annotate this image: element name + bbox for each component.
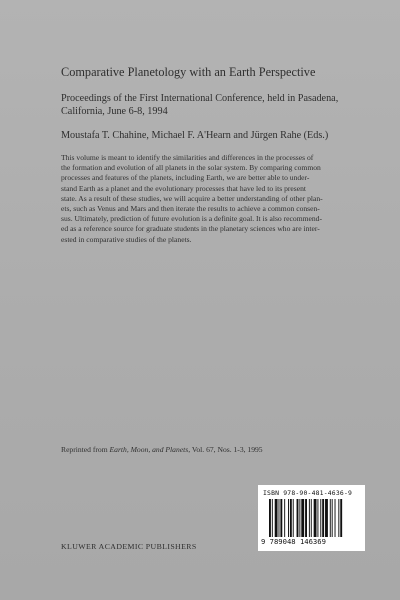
blurb-line: stand Earth as a planet and the evolutionary processes that have led to its present <box>61 183 307 193</box>
journal-name: Earth, Moon, and Planets <box>109 445 189 454</box>
blurb-line: processes and features of the planets, including Earth, we are better able to under- <box>61 173 310 183</box>
subtitle-line: California, June 6-8, 1994 <box>61 106 168 117</box>
barcode-icon <box>269 499 361 537</box>
reprint-suffix: , Vol. 67, Nos. 1-3, 1995 <box>188 445 263 454</box>
barcode-digits: 9 789048 146369 <box>261 537 326 546</box>
publisher-name: KLUWER ACADEMIC PUBLISHERS <box>61 542 197 551</box>
blurb-line: state. As a result of these studies, we will acquire a better understanding of other plan- <box>61 193 323 203</box>
blurb-line: the formation and evolution of all planets in the solar system. By comparing common <box>61 163 321 173</box>
reprint-notice <box>61 445 361 455</box>
blurb-line: ed as a reference source for graduate students in the planetary sciences who are inter- <box>61 224 320 234</box>
isbn-barcode-label <box>258 485 365 551</box>
reprint-prefix: Reprinted from <box>61 445 110 454</box>
editors-line: Moustafa T. Chahine, Michael F. A'Hearn and Jürgen Rahe (Eds.) <box>61 130 329 141</box>
subtitle-line: Proceedings of the First International Conference, held in Pasadena, <box>61 93 339 104</box>
blurb-line: This volume is meant to identify the similarities and differences in the processes of <box>61 153 314 162</box>
blurb-line: ested in comparative studies of the planets. <box>61 234 192 244</box>
blurb-line: ets, such as Venus and Mars and then iterate the results to achieve a common consen- <box>61 204 320 214</box>
book-title: Comparative Planetology with an Earth Perspective <box>61 65 316 79</box>
isbn-number: ISBN 978-90-481-4636-9 <box>263 489 353 497</box>
blurb-line: sus. Ultimately, prediction of future evolution is a definite goal. It is also recommend- <box>61 214 323 224</box>
description-blurb <box>61 153 351 245</box>
proceedings-subtitle <box>61 92 361 118</box>
